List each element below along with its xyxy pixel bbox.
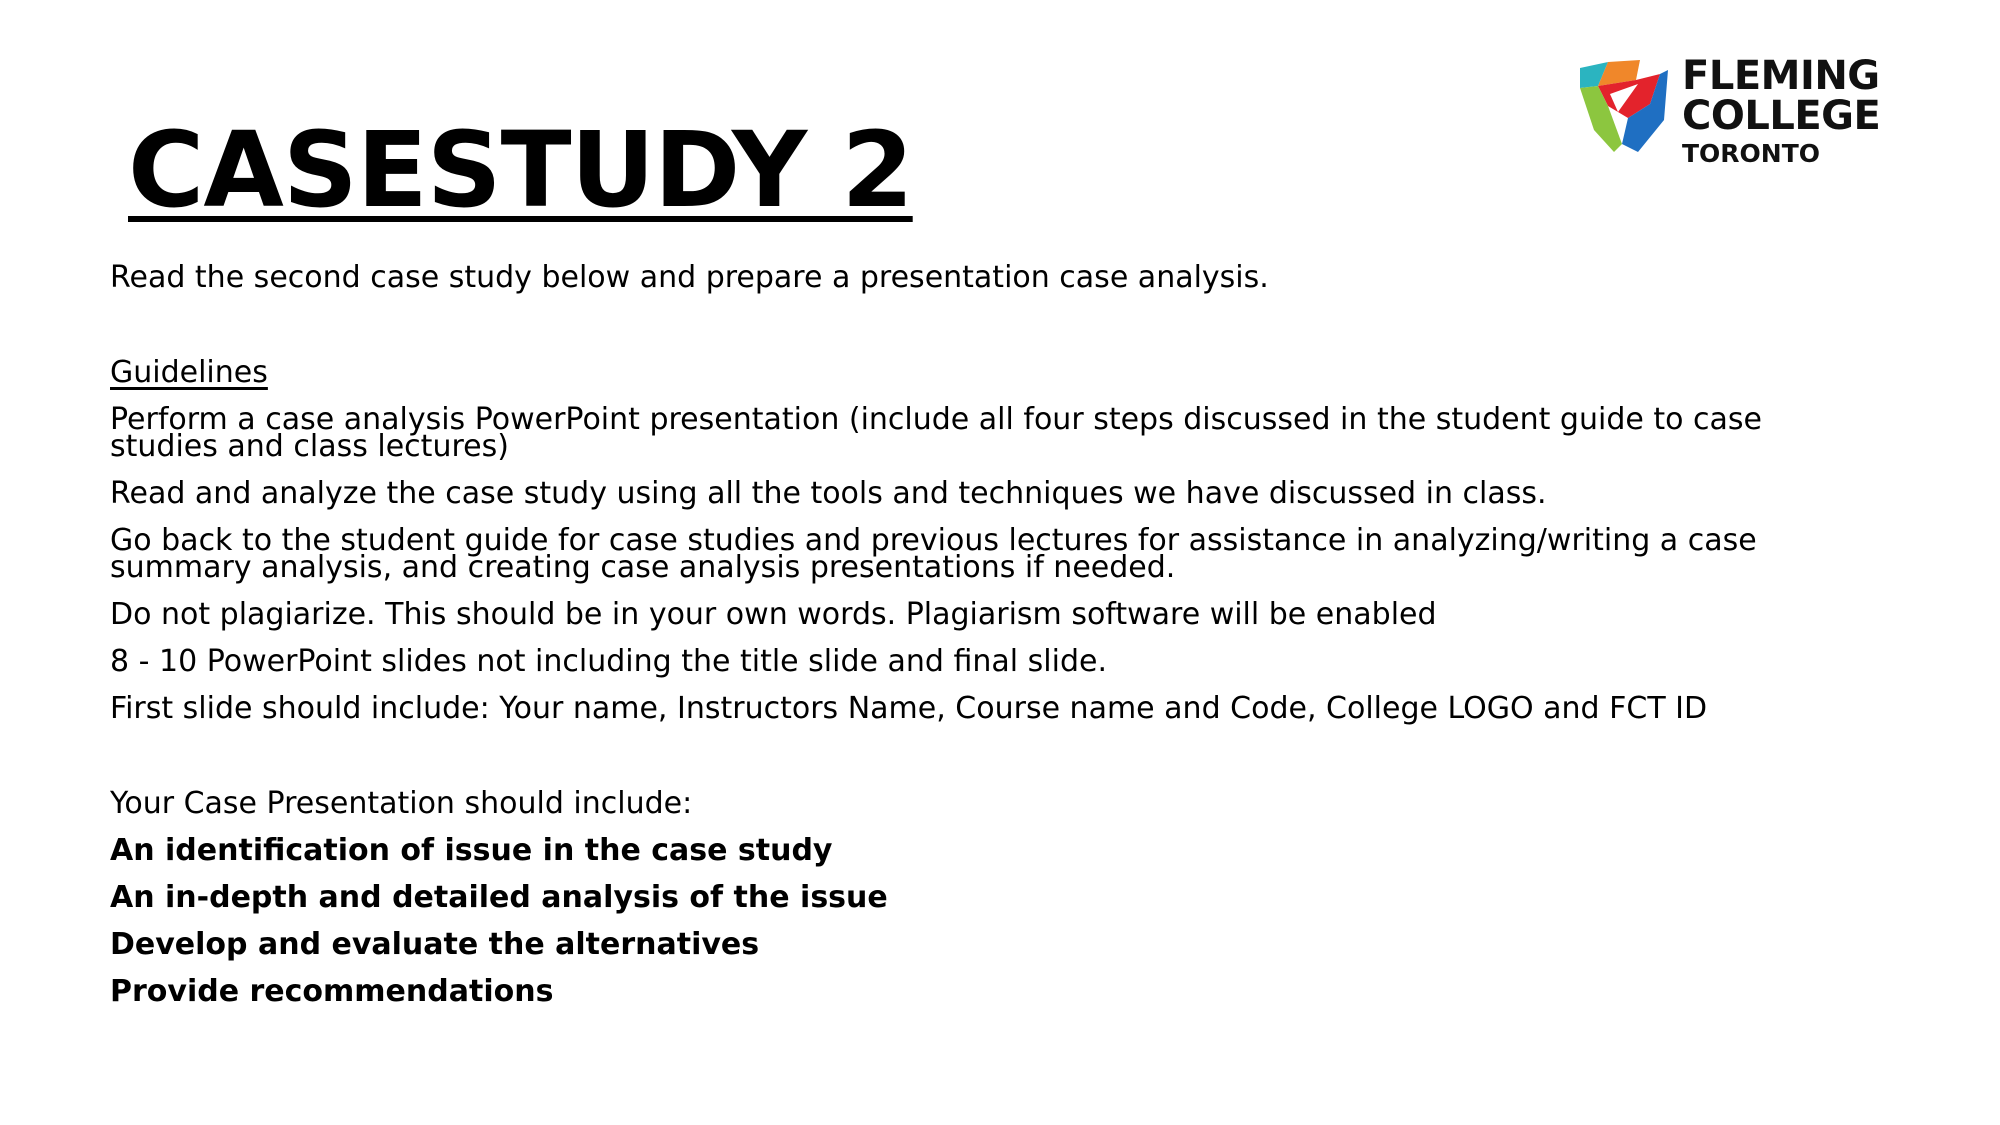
guideline-item: First slide should include: Your name, Instructors Name, Course name and Code, College LOGO and FCT ID bbox=[110, 691, 1708, 726]
guideline-item: Do not plagiarize. This should be in your own words. Plagiarism software will be enabled bbox=[110, 597, 1437, 632]
presentation-item: An identification of issue in the case study bbox=[110, 833, 833, 868]
page-title: CASESTUDY 2 bbox=[128, 109, 913, 231]
presentation-heading: Your Case Presentation should include: bbox=[110, 786, 693, 821]
guideline-item: 8 - 10 PowerPoint slides not including the title slide and final slide. bbox=[110, 644, 1107, 679]
logo-text-toronto: TORONTO bbox=[1682, 139, 1821, 168]
presentation-item: An in-depth and detailed analysis of the issue bbox=[110, 880, 888, 915]
college-logo bbox=[1578, 53, 1898, 168]
slide-body bbox=[110, 260, 1810, 1025]
guideline-item: Perform a case analysis PowerPoint presentation (include all four steps discussed in the student guide to case studies and class lectures) bbox=[110, 402, 1762, 464]
presentation-item: Develop and evaluate the alternatives bbox=[110, 927, 760, 962]
college-shield-icon bbox=[1578, 60, 1673, 160]
logo-text-college: COLLEGE bbox=[1682, 93, 1881, 139]
guideline-item: Read and analyze the case study using all the tools and techniques we have discussed in class. bbox=[110, 476, 1547, 511]
guidelines-heading: Guidelines bbox=[110, 355, 268, 390]
presentation-item: Provide recommendations bbox=[110, 974, 554, 1009]
intro-text: Read the second case study below and prepare a presentation case analysis. bbox=[110, 260, 1269, 295]
logo-text-fleming: FLEMING bbox=[1682, 53, 1880, 99]
guideline-item: Go back to the student guide for case studies and previous lectures for assistance in analyzing/writing a case summary analysis, and creating case analysis presentations if needed. bbox=[110, 523, 1757, 585]
